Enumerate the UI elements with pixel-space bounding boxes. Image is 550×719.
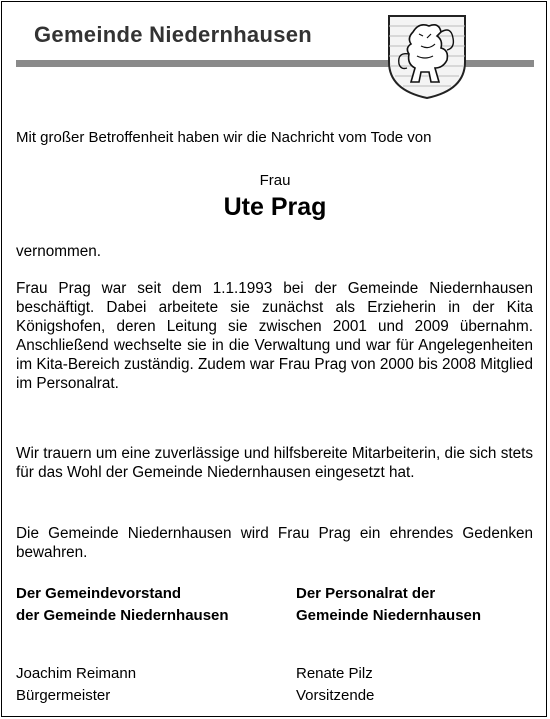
paragraph-mourning: Wir trauern um eine zuverlässige und hilfsbereite Mitarbeiterin, die sich stets für das Wohl der Gemeinde Niedernhausen eingesetzt hat.: [16, 445, 533, 481]
signature-left-person: [16, 663, 136, 707]
intro-sentence: Mit großer Betroffenheit haben wir die Nachricht vom Tode von: [16, 129, 432, 146]
signature-right-name: Renate Pilz: [296, 665, 373, 682]
signature-left-role: Bürgermeister: [16, 687, 111, 704]
signature-left-organization: [16, 583, 229, 627]
coat-of-arms-lion-icon: [385, 12, 469, 100]
deceased-salutation: Frau: [259, 172, 291, 189]
signature-right-org-line2: Gemeinde Niedernhausen: [296, 607, 482, 624]
signature-right-role: Vorsitzende: [296, 687, 375, 704]
signature-left-org-line1: Der Gemeindevorstand: [16, 585, 182, 602]
header-title: Gemeinde Niedernhausen: [34, 22, 313, 47]
deceased-name: Ute Prag: [223, 193, 327, 221]
received-line: vernommen.: [16, 243, 102, 260]
paragraph-memory: Die Gemeinde Niedernhausen wird Frau Prag ein ehrendes Gedenken bewahren.: [16, 525, 533, 561]
paragraph-career: Frau Prag war seit dem 1.1.1993 bei der Gemeinde Niedernhausen beschäftigt. Dabei arbeitete sie zunächst als Erzieherin in der Kita Königshofen, deren Leitung sie zwischen 2001 und 2009 übernahm. Anschließend wechselte sie in die Verwaltung und war für Angelegenheiten im Kita-Bereich zuständig. Zudem war Frau Prag von 2000 bis 2008 Mitglied im Personalrat.: [16, 280, 533, 392]
signature-left-org-line2: der Gemeinde Niedernhausen: [16, 607, 229, 624]
signature-right-person: [296, 663, 374, 707]
signature-left-name: Joachim Reimann: [16, 665, 137, 682]
signature-right-organization: [296, 583, 481, 627]
signature-right-org-line1: Der Personalrat der: [296, 585, 436, 602]
